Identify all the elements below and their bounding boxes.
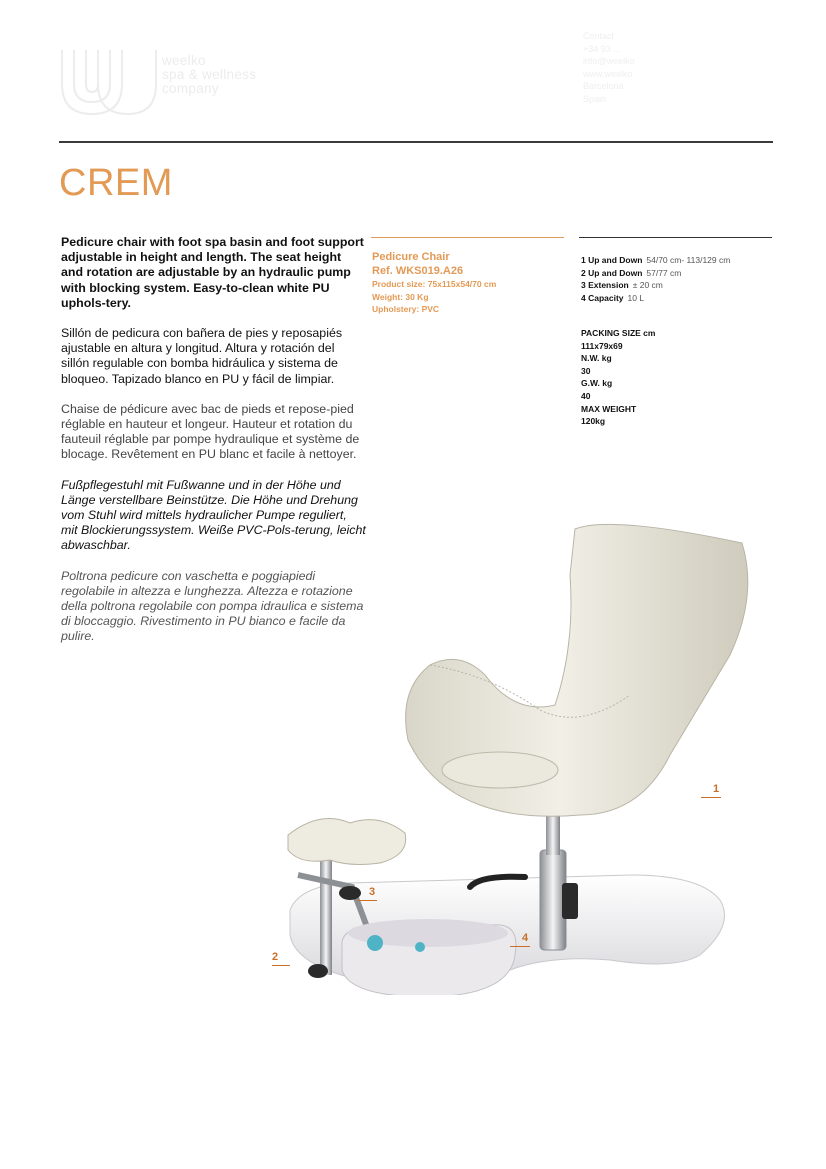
feature-label: 2 Up and Down <box>581 267 643 278</box>
description-fr: Chaise de pédicure avec bac de pieds et repose-pied réglable en hauteur et longeur. Hauteur et rotation du fauteuil réglable par pompe hydraulique et système de blocage. Revêtement en PU blanc et facile à nettoyer. <box>61 401 360 462</box>
callout-line <box>357 900 377 901</box>
feature-row <box>581 254 730 267</box>
gross-weight-value: 40 <box>581 390 591 401</box>
description-en: Pedicure chair with foot spa basin and foot support adjustable in height and length. The seat height and rotation are adjustable by an hydraulic pump with blocking system. Easy-to-clean white PU uphols-tery. <box>61 235 364 310</box>
callout-label: 4 <box>522 932 529 944</box>
net-weight-label: N.W. kg <box>581 353 612 364</box>
description-de: Fußpflegestuhl mit Fußwanne und in der Höhe und Länge verstellbare Beinstütze. Die Höhe und Drehung vom Stuhl wird mittels hydraulicher Pumpe reguliert, mit Blockierungssystem. Weiße PVC-Pols-terung, leicht abwaschbar. <box>61 477 366 553</box>
packing-info <box>581 327 655 428</box>
product-size: Product size: 75x115x54/70 cm <box>372 279 497 289</box>
feature-value: 57/77 cm <box>646 267 682 278</box>
gross-weight-label: G.W. kg <box>581 378 613 389</box>
logo-line: company <box>162 81 219 96</box>
page-title: CREM <box>59 162 173 204</box>
feature-label: 3 Extension <box>581 280 629 290</box>
max-weight-label: MAX WEIGHT <box>581 403 637 414</box>
feature-row <box>581 292 730 305</box>
product-divider <box>371 237 564 238</box>
max-weight-value: 120kg <box>581 416 606 427</box>
packing-title: PACKING SIZE cm <box>581 328 656 338</box>
contact-line: Barcelona <box>583 81 624 91</box>
feature-row <box>581 267 730 280</box>
callout-4 <box>522 932 528 944</box>
callout-1 <box>713 783 719 795</box>
contact-line: info@weelko <box>583 56 635 66</box>
feature-list <box>581 254 730 304</box>
product-weight: Weight: 30 Kg <box>372 291 429 302</box>
contact-block <box>583 30 635 105</box>
contact-line: www.weelko <box>583 68 633 79</box>
logo-line: spa & wellness <box>162 67 257 82</box>
callout-line <box>701 797 721 798</box>
contact-line: +34 93 ... <box>583 43 621 54</box>
product-name: Pedicure Chair <box>372 251 450 263</box>
callout-label: 1 <box>713 783 720 795</box>
wu-logo-icon <box>58 44 158 118</box>
net-weight-value: 30 <box>581 365 591 376</box>
pedicure-chair-image <box>280 515 750 995</box>
callout-2 <box>272 951 278 963</box>
feature-label: 4 Capacity <box>581 292 624 303</box>
contact-line: Contact <box>583 31 615 41</box>
product-upholstery: Upholstery: PVC <box>372 304 440 314</box>
description-es: Sillón de pedicura con bañera de pies y reposapiés ajustable en altura y longitud. Altura y rotación del sillón regulable con bomba hidráulica y sistema de bloqueo. Tapizado blanco en PU y fácil de limpiar. <box>61 326 343 386</box>
callout-label: 3 <box>369 886 376 898</box>
callout-line <box>510 946 530 947</box>
feature-row <box>581 279 730 292</box>
feature-value: 54/70 cm- 113/129 cm <box>646 255 731 265</box>
product-ref: Ref. WKS019.A26 <box>372 265 464 277</box>
callout-line <box>272 965 290 966</box>
packing-size: 111x79x69 <box>581 340 623 351</box>
product-info <box>372 251 496 316</box>
contact-line: Spain <box>583 93 607 104</box>
logo-line: weelko <box>162 53 206 68</box>
callout-3 <box>369 886 375 898</box>
feature-value: 10 L <box>627 292 645 303</box>
feature-label: 1 Up and Down <box>581 255 643 265</box>
callout-label: 2 <box>272 951 279 963</box>
description-it: Poltrona pedicure con vaschetta e poggiapiedi regolabile in altezza e lunghezza. Altezza e rotazione della poltrona regolabile con pompa idraulica e sistema di bloccaggio. Rivestimento in PU bianco e facile da pulire. <box>61 568 364 644</box>
feature-value: ± 20 cm <box>632 280 663 290</box>
brand-logo <box>58 44 288 118</box>
header-divider <box>59 141 773 143</box>
spec-divider <box>579 237 772 238</box>
